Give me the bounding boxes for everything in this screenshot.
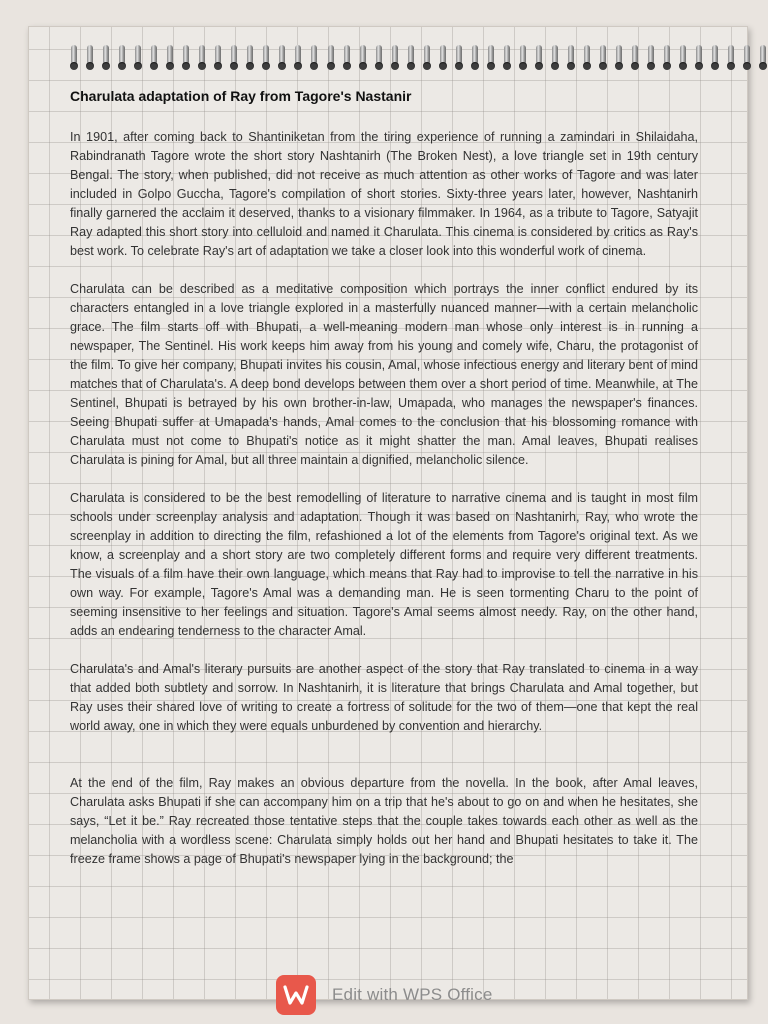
wps-edit-banner[interactable] bbox=[276, 975, 493, 1015]
spiral-ring bbox=[181, 45, 191, 71]
spiral-ring bbox=[422, 45, 432, 71]
spiral-ring bbox=[518, 45, 528, 71]
spiral-ring bbox=[117, 45, 127, 71]
paragraph-1: In 1901, after coming back to Shantiniketan from the tiring experience of running a zamindari in Shilaidaha, Rabindranath Tagore wrote the short story Nashtanirh (The Broken Nest), a love triangle set in 19th century Bengal. The story, when published, did not receive as much attention as other works of Tagore and was later included in Golpo Guccha, Tagore's compilation of short stories. Sixty-three years later, however, Nashtanirh finally garnered the acclaim it deserved, thanks to a visionary filmmaker. In 1964, as a tribute to Tagore, Satyajit Ray adapted this short story into celluloid and named it Charulata. This cinema is considered by critics as Ray's best work. To celebrate Ray's art of adaptation we take a closer look into this wonderful work of cinema. bbox=[70, 130, 698, 258]
spiral-ring bbox=[486, 45, 496, 71]
spiral-ring bbox=[390, 45, 400, 71]
spiral-ring bbox=[710, 45, 720, 71]
spiral-ring bbox=[646, 45, 656, 71]
spiral-ring bbox=[85, 45, 95, 71]
spiral-ring bbox=[165, 45, 175, 71]
paragraph-5: At the end of the film, Ray makes an obvious departure from the novella. In the book, after Amal leaves, Charulata asks Bhupati if she can accompany him on a trip that he's about to go on and when he hesitates, she says, “Let it be.” Ray recreated those tentative steps that the couple takes towards each other as well as the melancholia with a wordless scene: Charulata simply holds out her hand and Bhupati hesitates to take it. The freeze frame shows a page of Bhupati's newspaper lying in the background; the bbox=[70, 776, 698, 866]
spiral-ring bbox=[534, 45, 544, 71]
spiral-ring bbox=[438, 45, 448, 71]
spiral-ring bbox=[213, 45, 223, 71]
spiral-ring bbox=[293, 45, 303, 71]
document-title: Charulata adaptation of Ray from Tagore's Nastanir bbox=[70, 88, 412, 104]
spiral-ring bbox=[470, 45, 480, 71]
spiral-ring bbox=[261, 45, 271, 71]
spiral-ring bbox=[502, 45, 512, 71]
spiral-ring bbox=[149, 45, 159, 71]
spiral-ring bbox=[614, 45, 624, 71]
spiral-ring bbox=[630, 45, 640, 71]
spiral-ring bbox=[133, 45, 143, 71]
spiral-ring bbox=[342, 45, 352, 71]
paragraph-3: Charulata is considered to be the best remodelling of literature to narrative cinema and is taught in most film schools under screenplay analysis and adaptation. Though it was based on Nashtanirh, Ray, who wrote the screenplay in addition to directing the film, refashioned a lot of the elements from Tagore's original text. As we know, a screenplay and a short story are two completely different forms and require very different treatments. The visuals of a film have their own language, which means that Ray had to improvise to tell the narrative in his own way. For example, Tagore's Amal was a demanding man. He is seen tormenting Charu to the point of seeming insensitive to her feelings and situation. Tagore's Amal seems almost needy. Ray, on the other hand, adds an endearing tenderness to the character Amal. bbox=[70, 491, 698, 638]
spiral-ring bbox=[454, 45, 464, 71]
paragraph-4: Charulata's and Amal's literary pursuits are another aspect of the story that Ray translated to cinema in a way that added both subtlety and sorrow. In Nashtanirh, it is literature that brings Charulata and Amal together, but Ray uses their shared love of writing to create a fortress of solitude for the two of them—one that kept the real world away, one in which they were equals unburdened by convention and hierarchy. bbox=[70, 662, 698, 733]
spiral-ring bbox=[69, 45, 79, 71]
spiral-binding bbox=[69, 45, 768, 73]
spiral-ring bbox=[582, 45, 592, 71]
spiral-ring bbox=[197, 45, 207, 71]
spiral-ring bbox=[309, 45, 319, 71]
wps-office-logo-icon bbox=[276, 975, 316, 1015]
spiral-ring bbox=[662, 45, 672, 71]
spiral-ring bbox=[326, 45, 336, 71]
spiral-ring bbox=[742, 45, 752, 71]
paragraph-2: Charulata can be described as a meditative composition which portrays the inner conflict endured by its characters entangled in a love triangle explored in a masterfully nuanced manner—with a certain melancholic grace. The film starts off with Bhupati, a well-meaning modern man whose only interest is in running a newspaper, The Sentinel. His work keeps him away from his young and comely wife, Charu, the protagonist of the film. To give her company, Bhupati invites his cousin, Amal, whose infectious energy and literary bent of mind matches that of Charulata's. A deep bond develops between them over a short period of time. Meanwhile, at The Sentinel, Bhupati is betrayed by his own brother-in-law, Umapada, who manages the newspaper's finances. Seeing Bhupati suffer at Umapada's hands, Amal comes to the conclusion that his blossoming romance with Charulata must not come to Bhupati's notice as it might shatter the man. Amal leaves, Bhupati realises Charulata is pining for Amal, but all three maintain a dignified, melancholic silence. bbox=[70, 282, 698, 467]
spiral-ring bbox=[374, 45, 384, 71]
spiral-ring bbox=[678, 45, 688, 71]
edit-with-wps-label[interactable]: Edit with WPS Office bbox=[332, 985, 493, 1004]
spiral-ring bbox=[406, 45, 416, 71]
spiral-ring bbox=[598, 45, 608, 71]
spiral-ring bbox=[245, 45, 255, 71]
spiral-ring bbox=[550, 45, 560, 71]
spiral-ring bbox=[694, 45, 704, 71]
spiral-ring bbox=[566, 45, 576, 71]
document-body bbox=[70, 86, 698, 888]
spiral-ring bbox=[358, 45, 368, 71]
spiral-ring bbox=[726, 45, 736, 71]
spiral-ring bbox=[758, 45, 768, 71]
spiral-ring bbox=[229, 45, 239, 71]
spiral-ring bbox=[101, 45, 111, 71]
spiral-ring bbox=[277, 45, 287, 71]
